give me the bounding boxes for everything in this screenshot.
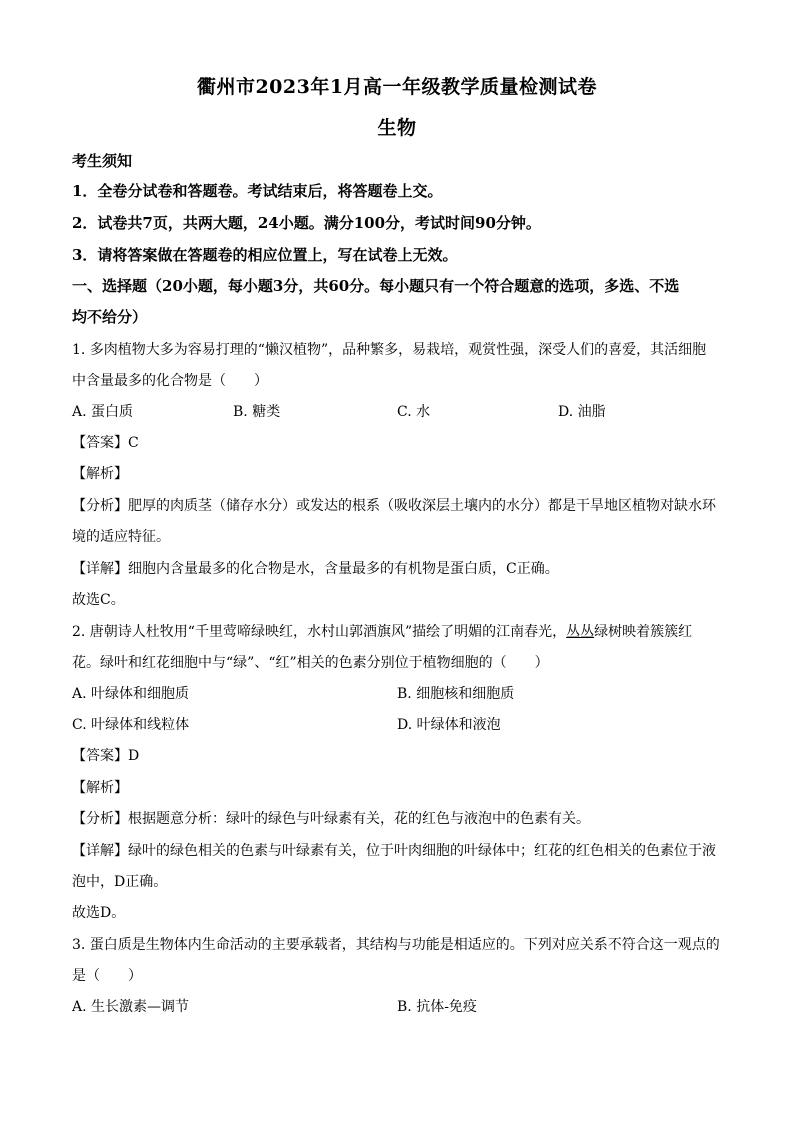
q1-option-b: B. 糖类 (233, 404, 281, 420)
fenxi-text: 肥厚的肉质茎（储存水分）或发达的根系（吸收深层土壤内的水分）都是干旱地区植物对缺水环 (128, 498, 716, 514)
q2-answer (72, 745, 139, 765)
q1-conclusion: 故选C。 (72, 592, 125, 608)
q1-stem-line1: 1. 多肉植物大多为容易打理的“懒汉植物”，品种繁多，易栽培，观赏性强，深受人们的喜爱，其活细胞 (72, 342, 707, 358)
q1-option-d: D. 油脂 (558, 404, 606, 420)
q1-stem-line2: 中含量最多的化合物是（ ） (72, 373, 268, 389)
answer-value: C (128, 435, 139, 451)
q2-option-c: C. 叶绿体和线粒体 (72, 717, 190, 733)
q3-stem-line1: 3. 蛋白质是生物体内生命活动的主要承载者，其结构与功能是相适应的。下列对应关系不符合这一观点的 (72, 937, 720, 953)
q2-fenxi (72, 808, 590, 828)
q2-analysis-tag: 【解析】 (72, 780, 128, 796)
fenxi-tag: 【分析】 (72, 811, 128, 827)
q2-stem-line1 (72, 621, 692, 641)
section-heading-line1: 一、选择题（20小题，每小题3分，共60分。每小题只有一个符合题意的选项，多选、不选 (72, 277, 680, 295)
q2-stem-line2: 花。绿叶和红花细胞中与“绿”、“红”相关的色素分别位于植物细胞的（ ） (72, 655, 549, 671)
q2-conclusion: 故选D。 (72, 905, 126, 921)
fenxi-tag: 【分析】 (72, 498, 128, 514)
notice-item-2: 2．试卷共7页，共两大题，24小题。满分100分，考试时间90分钟。 (72, 214, 541, 232)
detail-tag: 【详解】 (72, 843, 128, 859)
q2-option-a: A. 叶绿体和细胞质 (72, 686, 190, 702)
q2-stem-underlined: 丛丛 (566, 624, 595, 640)
section-heading-line2: 均不给分） (72, 308, 148, 326)
subject-title: 生物 (377, 117, 417, 139)
detail-tag: 【详解】 (72, 561, 128, 577)
q3-option-b: B. 抗体-免疫 (397, 999, 477, 1015)
detail-text: 绿叶的绿色相关的色素与叶绿素有关，位于叶肉细胞的叶绿体中；红花的红色相关的色素位于液 (128, 843, 716, 859)
q2-detail-line2: 泡中，D正确。 (72, 874, 168, 890)
q3-option-a: A. 生长激素—调节 (72, 999, 190, 1015)
answer-tag: 【答案】 (72, 748, 128, 764)
q2-stem-part1: 2. 唐朝诗人杜牧用“千里莺啼绿映红，水村山郭酒旗风”描绘了明媚的江南春光， (72, 624, 567, 640)
q1-option-c: C. 水 (397, 404, 431, 420)
q1-answer (72, 432, 139, 452)
q3-stem-line2: 是（ ） (72, 968, 142, 984)
answer-value: D (128, 748, 140, 764)
answer-tag: 【答案】 (72, 435, 128, 451)
q1-analysis-tag: 【解析】 (72, 466, 128, 482)
q2-detail-line1 (72, 840, 716, 860)
q1-fenxi-line2: 境的适应特征。 (72, 529, 170, 545)
q1-detail (72, 558, 559, 578)
q1-fenxi-line1 (72, 495, 716, 515)
q1-option-a: A. 蛋白质 (72, 404, 134, 420)
exam-title: 衢州市2023年1月高一年级教学质量检测试卷 (196, 76, 598, 98)
fenxi-text: 根据题意分析：绿叶的绿色与叶绿素有关，花的红色与液泡中的色素有关。 (128, 811, 590, 827)
notice-item-3: 3．请将答案做在答题卷的相应位置上，写在试卷上无效。 (72, 246, 458, 264)
notice-heading: 考生须知 (72, 152, 133, 170)
detail-text: 细胞内含量最多的化合物是水，含量最多的有机物是蛋白质，C正确。 (128, 561, 559, 577)
q2-option-b: B. 细胞核和细胞质 (397, 686, 515, 702)
q2-option-d: D. 叶绿体和液泡 (397, 717, 501, 733)
q2-stem-part2: 绿树映着簇簇红 (594, 624, 693, 640)
notice-item-1: 1．全卷分试卷和答题卷。考试结束后，将答题卷上交。 (72, 182, 443, 200)
